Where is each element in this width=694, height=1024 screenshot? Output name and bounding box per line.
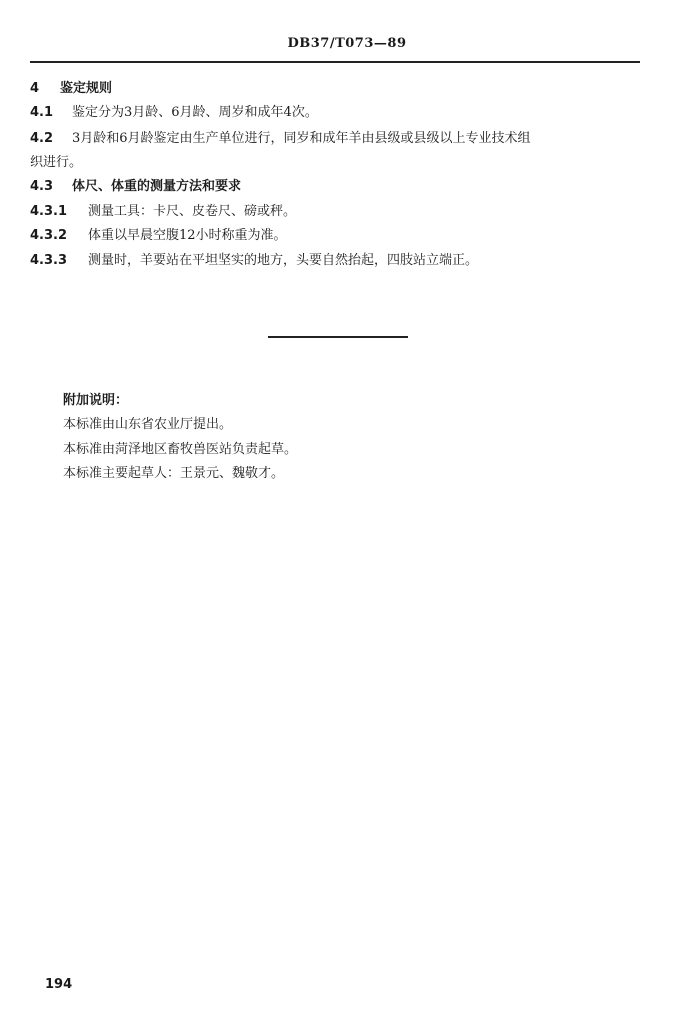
section-divider — [268, 336, 408, 338]
clause-4-3-1 — [30, 203, 296, 220]
clause-text: 鉴定分为3月龄、6月龄、周岁和成年4次。 — [72, 105, 318, 120]
clause-number: 4.1 — [30, 105, 54, 120]
clause-4-2 — [30, 130, 531, 147]
notes-title: 附加说明： — [63, 393, 129, 408]
clause-text: 体尺、体重的测量方法和要求 — [72, 179, 242, 194]
clause-text-continuation: 织进行。 — [30, 155, 83, 170]
page-number: 194 — [45, 977, 73, 992]
clause-4-2-continuation — [30, 154, 82, 171]
clause-number: 4.3.3 — [30, 253, 68, 268]
notes-line: 本标准主要起草人：王景元、魏敬才。 — [63, 466, 285, 481]
clause-number: 4.3.1 — [30, 204, 68, 219]
notes-line: 本标准由山东省农业厅提出。 — [63, 417, 233, 432]
clause-text: 体重以早晨空腹12小时称重为准。 — [88, 228, 287, 243]
header-rule — [30, 61, 640, 63]
section-number: 4 — [30, 81, 40, 96]
clause-text: 3月龄和6月龄鉴定由生产单位进行，同岁和成年羊由县级或县级以上专业技术组 — [72, 131, 531, 146]
clause-text: 测量时，羊要站在平坦坚实的地方，头要自然抬起，四肢站立端正。 — [88, 253, 479, 268]
clause-4-3 — [30, 178, 241, 195]
section-heading — [30, 80, 112, 97]
notes-line: 本标准由菏泽地区畜牧兽医站负责起草。 — [63, 442, 298, 457]
clause-number: 4.3.2 — [30, 228, 68, 243]
section-title: 鉴定规则 — [60, 81, 113, 96]
clause-text: 测量工具：卡尺、皮卷尺、磅或秤。 — [88, 204, 297, 219]
clause-4-3-2 — [30, 227, 287, 244]
clause-4-1 — [30, 104, 318, 121]
clause-4-3-3 — [30, 252, 478, 269]
clause-number: 4.3 — [30, 179, 54, 194]
standard-code-header: DB37/T073—89 — [287, 36, 407, 51]
clause-number: 4.2 — [30, 131, 54, 146]
